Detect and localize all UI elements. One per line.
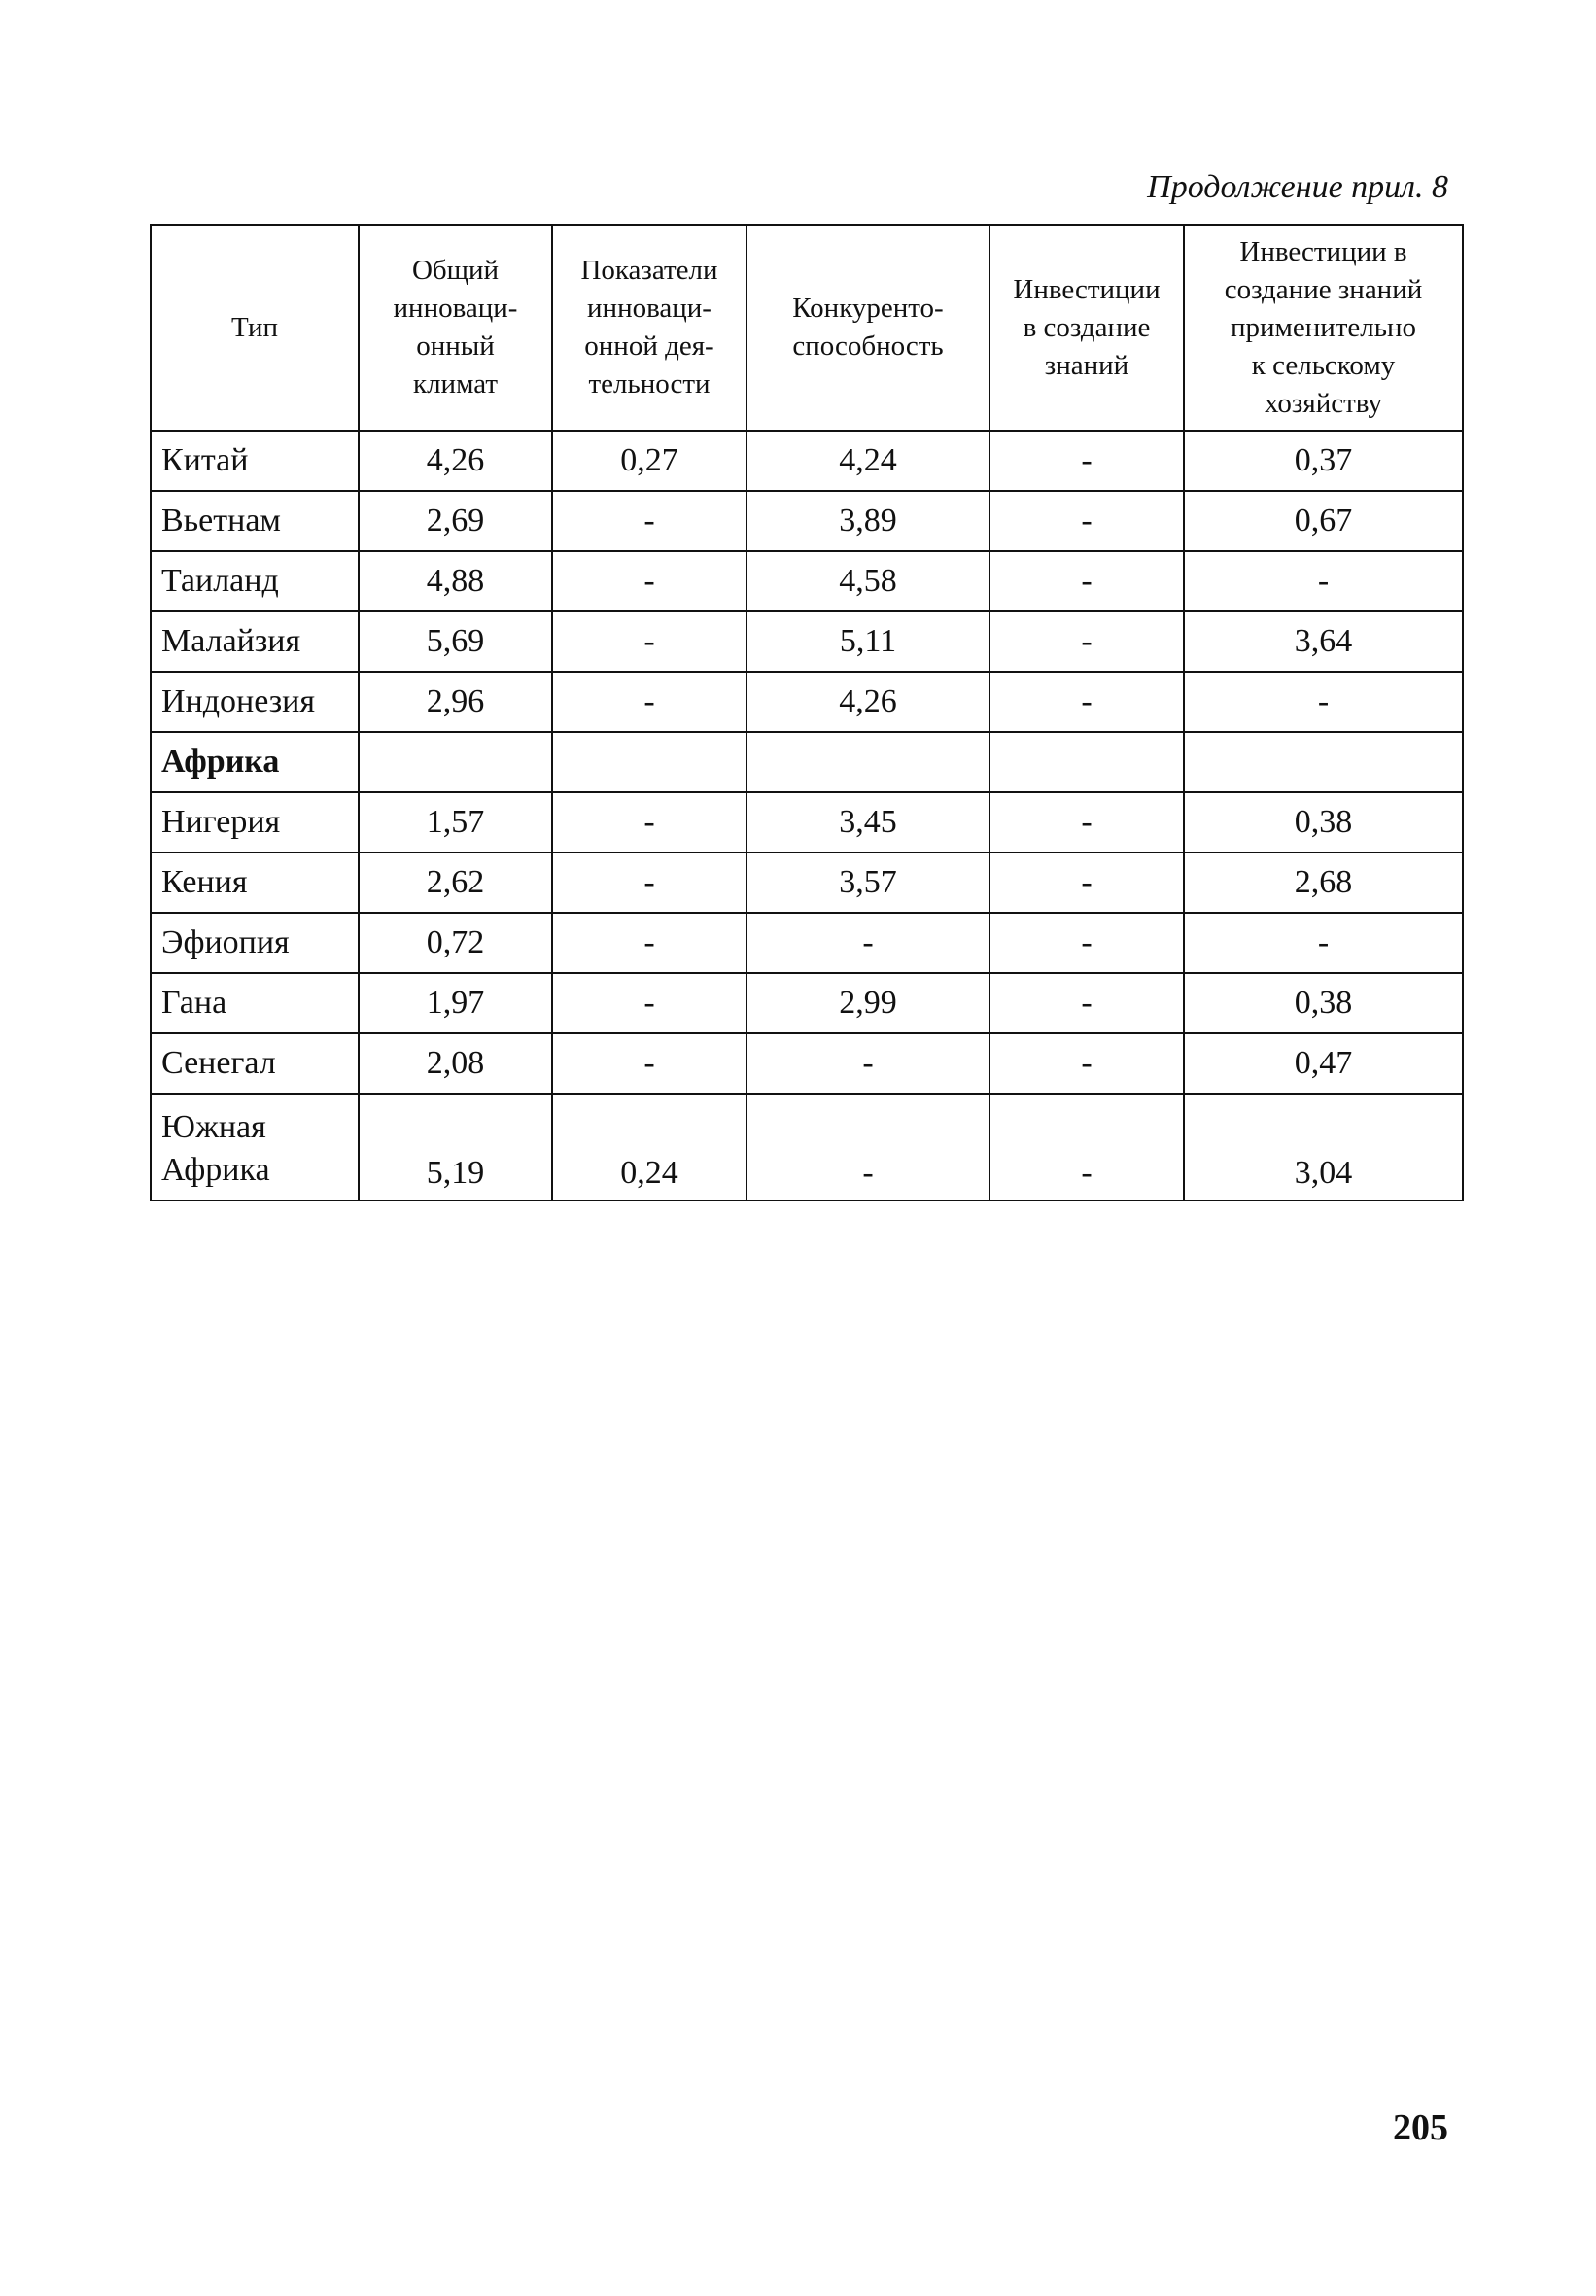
table-row — [151, 1033, 1463, 1094]
row-name-cell: Китай — [151, 431, 359, 491]
value-cell: 0,47 — [1184, 1033, 1463, 1094]
value-cell: - — [552, 792, 746, 852]
value-cell: 0,72 — [359, 913, 552, 973]
continuation-label: Продолжение прил. 8 — [1147, 169, 1448, 205]
value-cell: - — [552, 1033, 746, 1094]
value-cell: 3,64 — [1184, 611, 1463, 672]
value-cell: 1,97 — [359, 973, 552, 1033]
value-cell: - — [552, 913, 746, 973]
header-agri-knowledge-investment: Инвестиции в создание знаний применительно к сельскому хозяйству — [1184, 225, 1463, 431]
value-cell: 2,99 — [746, 973, 989, 1033]
value-cell — [989, 732, 1184, 792]
value-cell: 4,24 — [746, 431, 989, 491]
value-cell: - — [989, 1094, 1184, 1200]
value-cell — [552, 732, 746, 792]
page-number: 205 — [1393, 2107, 1448, 2148]
value-cell: 2,68 — [1184, 852, 1463, 913]
table-row — [151, 551, 1463, 611]
value-cell: - — [989, 491, 1184, 551]
value-cell: 4,58 — [746, 551, 989, 611]
value-cell: - — [989, 913, 1184, 973]
value-cell: - — [989, 672, 1184, 732]
value-cell: 0,24 — [552, 1094, 746, 1200]
value-cell: - — [989, 431, 1184, 491]
table-row — [151, 672, 1463, 732]
table-row — [151, 852, 1463, 913]
value-cell: 0,38 — [1184, 792, 1463, 852]
row-name-cell: Нигерия — [151, 792, 359, 852]
value-cell: - — [746, 913, 989, 973]
value-cell: 2,96 — [359, 672, 552, 732]
row-name-cell: Гана — [151, 973, 359, 1033]
header-innovation-climate: Общий инноваци- онный климат — [359, 225, 552, 431]
value-cell: 2,69 — [359, 491, 552, 551]
value-cell: - — [989, 1033, 1184, 1094]
value-cell: 1,57 — [359, 792, 552, 852]
table-row — [151, 792, 1463, 852]
value-cell: 3,57 — [746, 852, 989, 913]
value-cell: 4,88 — [359, 551, 552, 611]
value-cell: 2,08 — [359, 1033, 552, 1094]
value-cell: - — [989, 973, 1184, 1033]
value-cell: - — [1184, 913, 1463, 973]
row-name-cell: Таиланд — [151, 551, 359, 611]
value-cell: - — [1184, 551, 1463, 611]
row-name-cell: Сенегал — [151, 1033, 359, 1094]
value-cell — [746, 732, 989, 792]
row-name-cell: Вьетнам — [151, 491, 359, 551]
value-cell: 0,37 — [1184, 431, 1463, 491]
value-cell: - — [746, 1094, 989, 1200]
row-name-cell: Африка — [151, 732, 359, 792]
value-cell: - — [552, 672, 746, 732]
table-row — [151, 491, 1463, 551]
value-cell: 0,38 — [1184, 973, 1463, 1033]
table-body — [151, 431, 1463, 1200]
value-cell: - — [989, 792, 1184, 852]
value-cell: 5,19 — [359, 1094, 552, 1200]
value-cell: 5,69 — [359, 611, 552, 672]
row-name-cell: Эфиопия — [151, 913, 359, 973]
value-cell: - — [552, 551, 746, 611]
value-cell: 0,27 — [552, 431, 746, 491]
value-cell: 3,04 — [1184, 1094, 1463, 1200]
value-cell: 4,26 — [359, 431, 552, 491]
header-row — [151, 225, 1463, 431]
value-cell: 3,45 — [746, 792, 989, 852]
row-name-cell: Кения — [151, 852, 359, 913]
value-cell: 0,67 — [1184, 491, 1463, 551]
value-cell: - — [989, 551, 1184, 611]
data-table — [150, 224, 1464, 1201]
value-cell — [1184, 732, 1463, 792]
value-cell: 3,89 — [746, 491, 989, 551]
value-cell: 2,62 — [359, 852, 552, 913]
value-cell: - — [552, 611, 746, 672]
table-row — [151, 1094, 1463, 1200]
value-cell — [359, 732, 552, 792]
table-row — [151, 913, 1463, 973]
header-innovation-activity: Показатели инноваци- онной дея- тельности — [552, 225, 746, 431]
header-type: Тип — [151, 225, 359, 431]
value-cell: - — [989, 852, 1184, 913]
row-name-cell: Индонезия — [151, 672, 359, 732]
value-cell: - — [989, 611, 1184, 672]
section-row — [151, 732, 1463, 792]
table-row — [151, 973, 1463, 1033]
value-cell: - — [746, 1033, 989, 1094]
table-row — [151, 431, 1463, 491]
value-cell: - — [552, 852, 746, 913]
value-cell: 4,26 — [746, 672, 989, 732]
value-cell: - — [552, 973, 746, 1033]
value-cell: 5,11 — [746, 611, 989, 672]
value-cell: - — [1184, 672, 1463, 732]
table-row — [151, 611, 1463, 672]
row-name-cell: Южная Африка — [151, 1094, 359, 1200]
row-name-cell: Малайзия — [151, 611, 359, 672]
header-competitiveness: Конкуренто- способность — [746, 225, 989, 431]
header-knowledge-investment: Инвестиции в создание знаний — [989, 225, 1184, 431]
value-cell: - — [552, 491, 746, 551]
